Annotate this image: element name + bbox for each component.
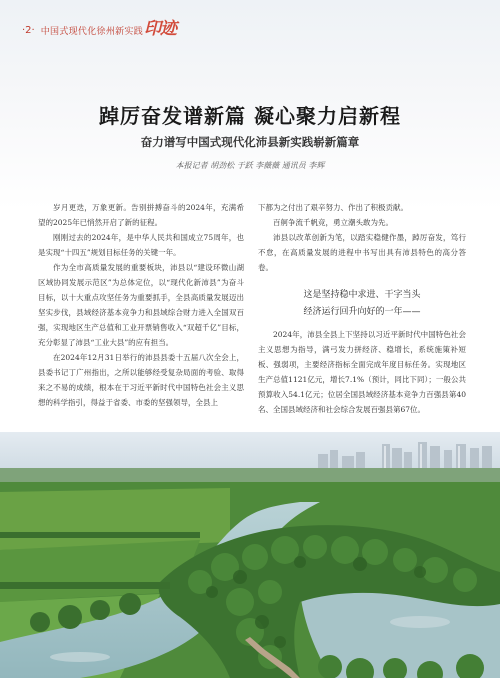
paragraph: 在2024年12月31日举行的沛县县委十五届八次全会上，县委书记丁广州指出，之所以能够经受复杂局面的考验、取得来之不易的成绩，根本在于习近平新时代中国特色社会主义思想的科学指引，得益于省委、市委的坚强领导，全县上: [38, 353, 244, 407]
section-pullquote: [258, 287, 466, 321]
paragraph: 刚刚过去的2024年，是中华人民共和国成立75周年，也是实现“十四五”规划目标任务的关键一年。: [38, 233, 244, 257]
paragraph: 百舸争流千帆竞，勇立潮头敢为先。: [273, 218, 393, 227]
pullquote-line: 这是坚持稳中求进、干字当头: [303, 290, 421, 300]
column-stamp-logo: 印迹: [144, 19, 176, 39]
page-number: ·2·: [22, 24, 35, 36]
article-byline: 本报记者 胡劲松 于跃 李薇薇 通讯员 李辉: [175, 161, 325, 170]
paragraph: 2024年，沛县全县上下坚持以习近平新时代中国特色社会主义思想为指导，满弓发力拼经济、稳增长，系统施策补短板、强弱项，主要经济指标全面完成年度目标任务。实现地区生产总值1121亿元，增长7.1%（预计，同比下同）；一般公共预算收入54.1亿元；位居全国县域经济基本竞争力百强县第40名、全国县域经济和社会综合发展百强县第67位。: [258, 330, 466, 414]
article-subtitle: 奋力谱写中国式现代化沛县新实践崭新篇章: [140, 135, 360, 149]
page-header: [22, 22, 143, 38]
paragraph: 沛县以改革创新为笔，以踏实稳健作墨，踔厉奋发，笃行不怠，在高质量发展的进程中书写出具有沛县特色的高分答卷。: [258, 233, 466, 272]
paragraph: 下都为之付出了艰辛努力、作出了积极贡献。: [258, 203, 408, 212]
paragraph: 作为全市高质量发展的重要板块，沛县以“建设环微山湖区域协同发展示范区”为总体定位，以“现代化新沛县”为奋斗目标，以十大重点攻坚任务为重要抓手，全县高质量发展迈出坚实步伐，县域经济基本竞争力和县域综合财力进入全国双百强，实现地区生产总值和工业开票销售收入“双超千亿”目标，充分彰显了沛县“工业大县”的应有担当。: [38, 263, 244, 347]
pullquote-line: 经济运行回升向好的一年——: [303, 307, 421, 317]
body-column-right: [258, 200, 466, 417]
paragraph: 岁月更迭，万象更新。告别拼搏奋斗的2024年，充满希望的2025年已悄然开启了新的征程。: [38, 203, 244, 227]
aerial-photo-illustration: [0, 432, 500, 678]
aerial-landscape-photo: [0, 432, 500, 678]
body-column-left: [38, 200, 244, 410]
article-title: 踔厉奋发谱新篇 凝心聚力启新程: [99, 104, 401, 128]
running-title: 中国式现代化徐州新实践: [40, 26, 144, 37]
